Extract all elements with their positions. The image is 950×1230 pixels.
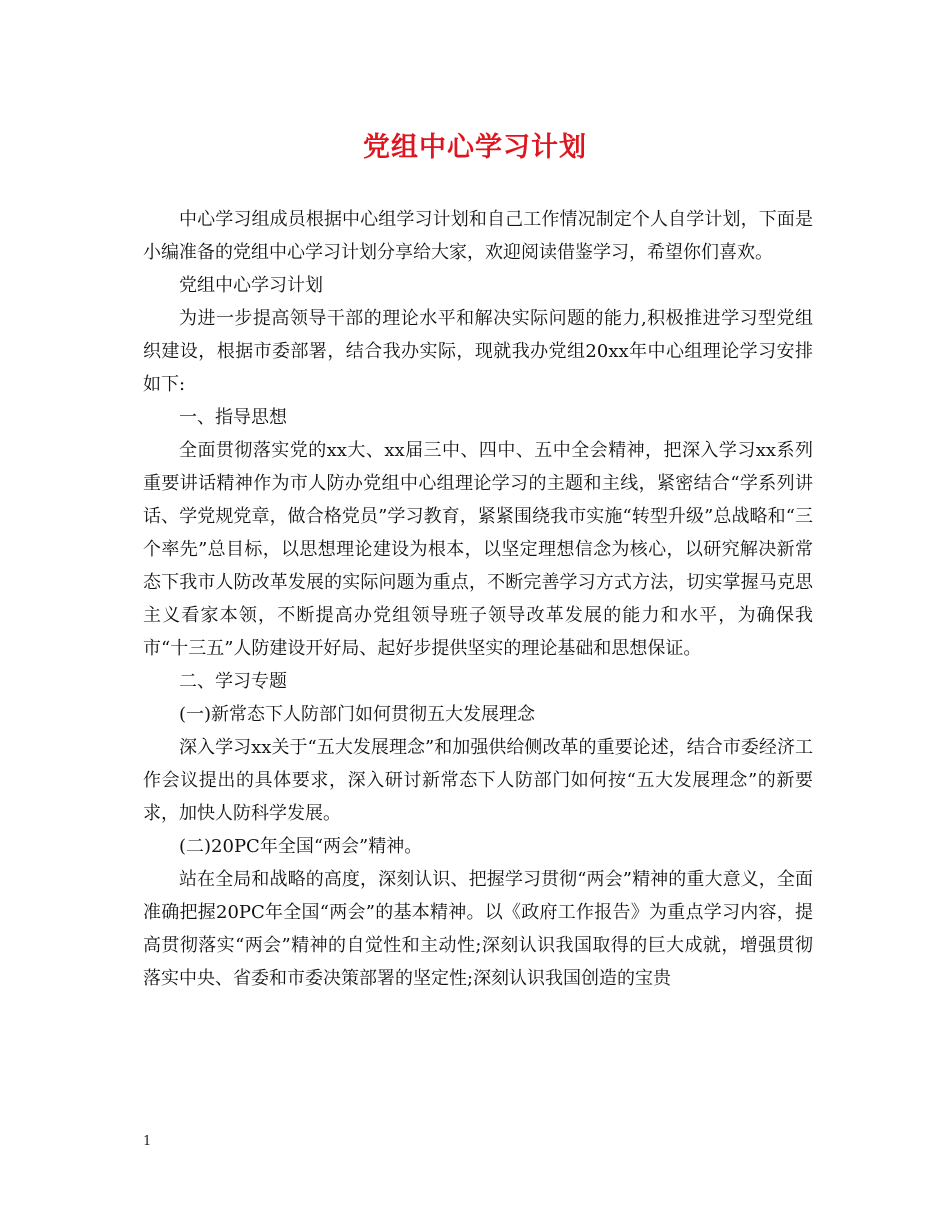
topic-two-heading: (二)20PC年全国“两会”精神。 <box>179 836 423 857</box>
topic-one-heading: (一)新常态下人防部门如何贯彻五大发展理念 <box>179 704 536 725</box>
guiding-ideology-paragraph: 全面贯彻落实党的xx大、xx届三中、四中、五中全会精神，把深入学习xx系列重要讲话精神作为市人防办党组中心组理论学习的主题和主线，紧密结合“学系列讲话、学党规党章，做合格党员”学习教育，紧紧围绕我市实施“转型升级”总战略和“三个率先”总目标，以思想理论建设为根本，以坚定理想信念为核心，以研究解决新常态下我市人防改革发展的实际问题为重点，不断完善学习方式方法，切实掌握马克思主义看家本领，不断提高办党组领导班子领导改革发展的能力和水平，为确保我市“十三五”人防建设开好局、起好步提供坚实的理论基础和思想保证。 <box>143 440 813 659</box>
intro-paragraph: 中心学习组成员根据中心组学习计划和自己工作情况制定个人自学计划，下面是小编准备的党组中心学习计划分享给大家，欢迎阅读借鉴学习，希望你们喜欢。 <box>143 209 813 263</box>
document-body <box>143 203 813 995</box>
section-heading-guiding-ideology: 一、指导思想 <box>179 407 287 428</box>
page-number: 1 <box>143 1134 152 1149</box>
topic-two-paragraph: 站在全局和战略的高度，深刻认识、把握学习贯彻“两会”精神的重大意义，全面准确把握20PC年全国“两会”的基本精神。以《政府工作报告》为重点学习内容，提高贯彻落实“两会”精神的自觉性和主动性;深刻认识我国取得的巨大成就，增强贯彻落实中央、省委和市委决策部署的坚定性;深刻认识我国创造的宝贵 <box>143 869 813 989</box>
topic-one-paragraph: 深入学习xx关于“五大发展理念”和加强供给侧改革的重要论述，结合市委经济工作会议提出的具体要求，深入研讨新常态下人防部门如何按“五大发展理念”的新要求，加快人防科学发展。 <box>143 737 813 824</box>
purpose-paragraph: 为进一步提高领导干部的理论水平和解决实际问题的能力,积极推进学习型党组织建设，根据市委部署，结合我办实际，现就我办党组20xx年中心组理论学习安排如下: <box>143 308 813 395</box>
document-title: 党组中心学习计划 <box>363 132 587 163</box>
section-heading-study-topics: 二、学习专题 <box>179 671 287 692</box>
plan-heading: 党组中心学习计划 <box>179 275 323 296</box>
